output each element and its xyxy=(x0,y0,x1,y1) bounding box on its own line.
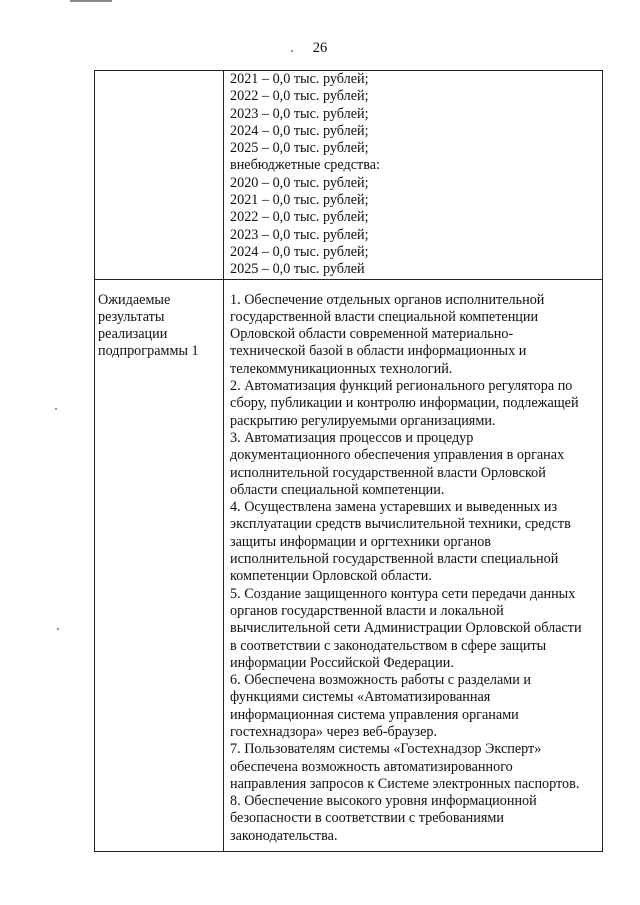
page-number: 26 xyxy=(312,40,328,56)
scan-artifact-dot xyxy=(57,628,59,630)
funding-line: 2020 – 0,0 тыс. рублей; xyxy=(230,174,369,191)
results-line: безопасности в соответствии с требованиями xyxy=(230,810,504,827)
funding-line: 2025 – 0,0 тыс. рублей; xyxy=(230,140,369,157)
results-line: эксплуатации средств вычислительной техники, средств xyxy=(230,516,571,533)
scan-edge-mark xyxy=(70,0,112,2)
results-line: исполнительной государственной власти Орловской xyxy=(230,464,546,481)
results-label-line: реализации xyxy=(98,326,168,343)
results-line: информационная система управления органами xyxy=(230,706,519,723)
results-label-line: подпрограммы 1 xyxy=(98,343,199,360)
funding-line: 2024 – 0,0 тыс. рублей; xyxy=(230,243,369,260)
results-line: функциями системы «Автоматизированная xyxy=(230,689,491,706)
results-line: государственной власти специальной компетенции xyxy=(230,308,539,325)
funding-line: 2024 – 0,0 тыс. рублей; xyxy=(230,122,369,139)
funding-line: 2021 – 0,0 тыс. рублей; xyxy=(230,192,369,209)
results-line: направления запросов к Системе электронных паспортов. xyxy=(230,775,580,792)
results-line: обеспечена возможность автоматизированного xyxy=(230,758,513,775)
funding-line: 2023 – 0,0 тыс. рублей; xyxy=(230,226,369,243)
results-line: органов государственной власти и локальной xyxy=(230,602,504,619)
funding-line: 2022 – 0,0 тыс. рублей; xyxy=(230,209,369,226)
funding-line: 2025 – 0,0 тыс. рублей xyxy=(230,261,365,278)
results-line: 1. Обеспечение отдельных органов исполнительной xyxy=(230,291,545,308)
results-label-cell xyxy=(95,279,224,852)
results-line: области специальной компетенции. xyxy=(230,481,445,498)
results-line: сбору, публикации и контролю информации, подлежащей xyxy=(230,395,579,412)
results-line: 4. Осуществлена замена устаревших и выведенных из xyxy=(230,499,558,516)
funding-values-cell xyxy=(224,71,603,280)
results-line: Орловской области современной материально- xyxy=(230,326,514,343)
results-line: 5. Создание защищенного контура сети передачи данных xyxy=(230,585,576,602)
results-line: 6. Обеспечена возможность работы с разделами и xyxy=(230,672,531,689)
funding-line: 2022 – 0,0 тыс. рублей; xyxy=(230,88,369,105)
results-line: 2. Автоматизация функций регионального регулятора по xyxy=(230,378,573,395)
results-line: информации Российской Федерации. xyxy=(230,654,454,671)
funding-line: 2023 – 0,0 тыс. рублей; xyxy=(230,105,369,122)
scan-artifact-dot xyxy=(55,408,57,410)
results-line: раскрытию регулируемыми организациями. xyxy=(230,412,496,429)
results-line: компетенции Орловской области. xyxy=(230,568,432,585)
results-line: исполнительной государственной власти специальной xyxy=(230,551,559,568)
results-text-cell xyxy=(224,279,603,852)
results-line: законодательства. xyxy=(230,827,338,844)
results-line: в соответствии с законодательством в сфере защиты xyxy=(230,637,547,654)
funding-line: 2021 – 0,0 тыс. рублей; xyxy=(230,71,369,87)
results-line: защиты информации и оргтехники органов xyxy=(230,533,492,550)
results-line: 3. Автоматизация процессов и процедур xyxy=(230,429,474,446)
results-line: технической базой в области информационных и xyxy=(230,343,527,360)
funding-line: внебюджетные средства: xyxy=(230,157,380,174)
funding-row xyxy=(95,71,603,280)
results-label-line: результаты xyxy=(98,308,165,325)
results-row xyxy=(95,279,603,852)
results-line: документационного обеспечения управления в органах xyxy=(230,447,565,464)
results-line: телекоммуникационных технологий. xyxy=(230,360,453,377)
passport-table xyxy=(94,70,603,852)
scan-artifact-dot xyxy=(291,50,293,52)
results-label-line: Ожидаемые xyxy=(98,291,171,308)
results-line: 7. Пользователям системы «Гостехнадзор Эксперт» xyxy=(230,741,542,758)
results-line: 8. Обеспечение высокого уровня информационной xyxy=(230,793,537,810)
funding-label-cell xyxy=(95,71,224,280)
results-line: гостехнадзора» через веб-браузер. xyxy=(230,723,438,740)
results-line: вычислительной сети Администрации Орловской области xyxy=(230,620,582,637)
